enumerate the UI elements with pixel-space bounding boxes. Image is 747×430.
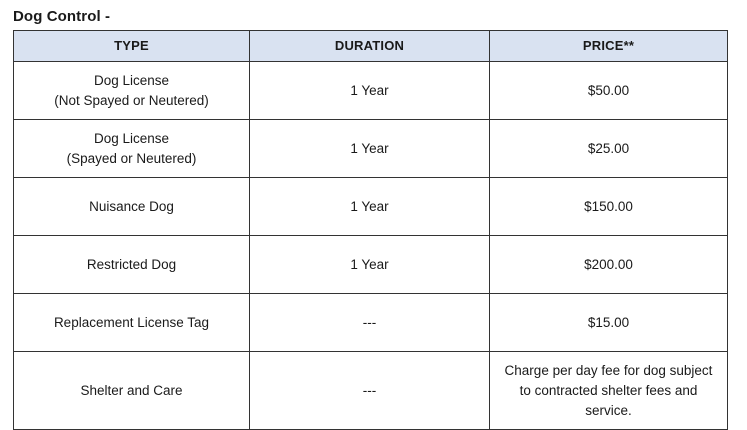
- price-cell: [490, 62, 728, 120]
- type-line: (Not Spayed or Neutered): [54, 92, 209, 108]
- type-line: Nuisance Dog: [89, 198, 174, 214]
- price-line: service.: [585, 402, 632, 418]
- price-cell: [490, 236, 728, 294]
- table-row: [14, 294, 728, 352]
- type-line: Dog License: [93, 130, 170, 146]
- type-cell: [14, 236, 250, 294]
- table-header-row: [14, 31, 728, 62]
- type-cell: [14, 62, 250, 120]
- table-row: [14, 352, 728, 430]
- type-line: Shelter and Care: [80, 382, 183, 398]
- table-row: [14, 236, 728, 294]
- price-cell: [490, 294, 728, 352]
- table-row: [14, 120, 728, 178]
- type-cell: [14, 120, 250, 178]
- price-line: $200.00: [584, 256, 633, 272]
- type-cell: [14, 178, 250, 236]
- duration-cell: 1 Year: [250, 178, 490, 236]
- price-line: $50.00: [587, 82, 630, 98]
- header-duration: DURATION: [250, 31, 490, 62]
- type-line: (Spayed or Neutered): [66, 150, 197, 166]
- type-cell: [14, 352, 250, 430]
- type-line: Dog License: [93, 72, 170, 88]
- price-line: $15.00: [587, 314, 630, 330]
- price-line: $25.00: [587, 140, 630, 156]
- duration-cell: ---: [250, 294, 490, 352]
- price-line: $150.00: [584, 198, 633, 214]
- type-line: Restricted Dog: [86, 256, 177, 272]
- price-cell: [490, 352, 728, 430]
- section-title: Dog Control -: [13, 8, 111, 25]
- dog-control-fee-table: [13, 30, 728, 430]
- duration-cell: 1 Year: [250, 236, 490, 294]
- type-cell: [14, 294, 250, 352]
- price-line: Charge per day fee for dog subject: [504, 362, 713, 378]
- duration-cell: ---: [250, 352, 490, 430]
- header-type: TYPE: [14, 31, 250, 62]
- type-line: Replacement License Tag: [53, 314, 210, 330]
- price-line: to contracted shelter fees and: [519, 382, 698, 398]
- table-row: [14, 178, 728, 236]
- duration-cell: 1 Year: [250, 62, 490, 120]
- price-cell: [490, 178, 728, 236]
- price-cell: [490, 120, 728, 178]
- header-price: PRICE**: [490, 31, 728, 62]
- table-row: [14, 62, 728, 120]
- duration-cell: 1 Year: [250, 120, 490, 178]
